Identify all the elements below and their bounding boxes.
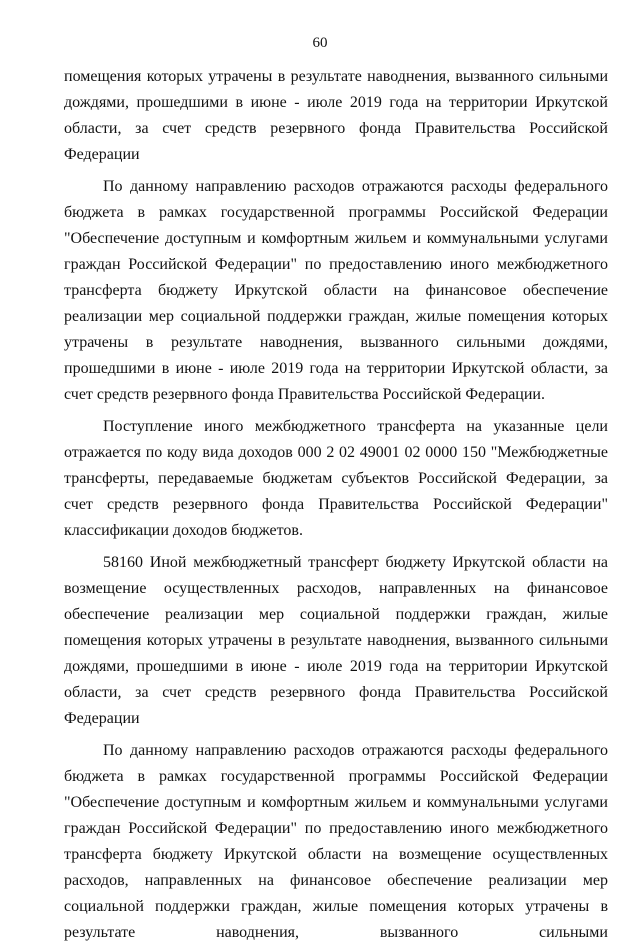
paragraph-code-58160: 58160 Иной межбюджетный трансферт бюджету Иркутской области на возмещение осуществленных расходов, направленных на финансовое обеспечение реализации мер социальной поддержки граждан, жилые помещения которых утрачены в результате наводнения, вызванного сильными дождями, прошедшими в июне - июле 2019 года на территории Иркутской области, за счет средств резервного фонда Правительства Российской Федерации — [64, 554, 608, 727]
document-body — [64, 64, 608, 952]
page-number: 60 — [312, 35, 328, 51]
paragraph-continuation: помещения которых утрачены в результате наводнения, вызванного сильными дождями, прошедшими в июне - июле 2019 года на территории Иркутской области, за счет средств резервного фонда Правительства Российской Федерации — [64, 68, 608, 163]
paragraph-expenditure-description-2: По данному направлению расходов отражаются расходы федерального бюджета в рамках государственной программы Российской Федерации "Обеспечение доступным и комфортным жильем и коммунальными услугами граждан Российской Федерации" по предоставлению иного межбюджетного трансферта бюджету Иркутской области на возмещение осуществленных расходов, направленных на финансовое обеспечение реализации мер социальной поддержки граждан, жилые помещения которых утрачены в результате наводнения, вызванного сильными — [64, 742, 608, 941]
paragraph-expenditure-description: По данному направлению расходов отражаются расходы федерального бюджета в рамках государственной программы Российской Федерации "Обеспечение доступным и комфортным жильем и коммунальными услугами граждан Российской Федерации" по предоставлению иного межбюджетного трансферта бюджету Иркутской области на финансовое обеспечение реализации мер социальной поддержки граждан, жилые помещения которых утрачены в результате наводнения, вызванного сильными дождями, прошедшими в июне - июле 2019 года на территории Иркутской области, за счет средств резервного фонда Правительства Российской Федерации. — [64, 178, 608, 403]
paragraph-income-code: Поступление иного межбюджетного трансферта на указанные цели отражается по коду вида доходов 000 2 02 49001 02 0000 150 "Межбюджетные трансферты, передаваемые бюджетам субъектов Российской Федерации, за счет средств резервного фонда Правительства Российской Федерации" классификации доходов бюджетов. — [64, 418, 608, 539]
